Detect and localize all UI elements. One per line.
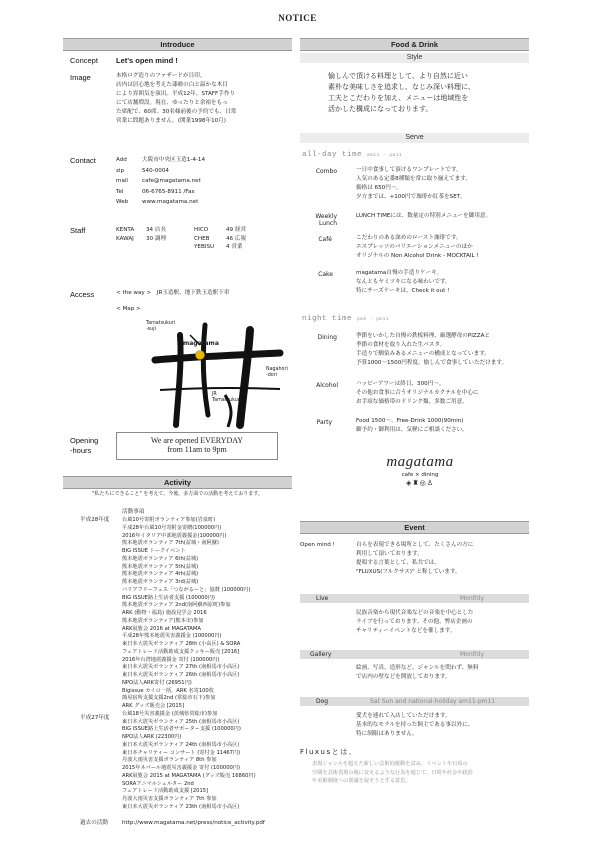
activity-item: 熊本地震ボランティア 2nd(南阿蘇西原町)参加: [122, 602, 231, 609]
activity-item: ARK展覧会 2015 at MAGATAMA (グッズ販売 16860円): [122, 772, 256, 779]
activity-item: 熊本地震ボランティア(熊本市)参加: [122, 617, 204, 624]
activity-item: 2016年イタリア中部地震義援金(100000円): [122, 532, 227, 539]
activity-item: 東日本大震災ボランティア 25th (南相馬市小高区): [122, 718, 240, 725]
activity-item: 熊本地震ボランティア 7th(益城・南阿蘇): [122, 540, 219, 547]
activity-item: 平成28年台風10号寄附金寄贈(100000円): [122, 524, 222, 531]
serve-subheader: Serve: [300, 133, 529, 143]
weekly-lunch-label: Weekly Lunch: [315, 213, 337, 227]
year-27-label: 平成27年度: [80, 715, 110, 721]
activity-item: 東日本大震災ボランティア 28th (小高区) & SORA: [122, 641, 241, 647]
dining-text: 季節をいかした自慢の鉄板料理、厳選酵母のPIZZAと 季節の食材を取り入れた生パスタ。 手造りで馴染みあるメニューの構成となっています。 予算1000～1500円程度。愉しんで食事していただけます。: [356, 333, 508, 366]
image-description: 本格ログ造りのファザードが目印。 店内は居心地を考えた漆喰の白と温かな木目 により雰囲気を演出。平成12年、STAFF手作り にて店舗増設。現在、ゆったりと余裕をもっ た席配で、60席。30名様前後の予約でも、日常 営業に問題ありません。(開業1998年10月): [116, 73, 237, 124]
year-28-label: 平成28年度: [80, 517, 110, 523]
activity-item: 東日本大震災ボランティア 27th (南相馬市小高区): [122, 664, 240, 671]
cafe-text: こだわりのある深めのロースト珈琲です。 エスプレッソのバリエーションメニューのほか オリジナルの Non Alcohol Drink - MOCKTAIL !: [356, 235, 479, 259]
activity-item: ARK (動物・福島) 施設見学会 2016: [122, 610, 207, 616]
activity-item: 台風18号災害義援金 (茨城県常総市)参加: [122, 710, 218, 717]
alcohol-text: ハッピーアワーは終日、300円～。 その他お食事に合うオリジナルカクテルを中心に お手頃な価格帯のドリンク類、多数ご用意。: [356, 381, 479, 405]
activity-item: 丹波大雨災害支援ボランティア 7th 参加: [122, 796, 217, 802]
access-way: < the way > JR玉造駅、地下鉄玉造駅下車: [116, 290, 230, 296]
activity-header: Activity: [63, 476, 292, 489]
allday-title: all-day time am11 - pm11: [302, 151, 403, 159]
dining-label: Dining: [317, 334, 337, 341]
style-subheader: Style: [300, 53, 529, 63]
food-drink-header: Food & Drink: [300, 38, 529, 51]
fluxus-label: Fluxusとは、: [300, 748, 358, 756]
live-bar: Live Monthly: [300, 594, 529, 603]
activity-item: ARK展覧会 2016 at MAGATAMA: [122, 625, 201, 632]
gallery-bar: Gallery Monthly: [300, 650, 529, 659]
dog-text: 愛犬を連れて入店していただけます。 基本的なモラルを持った飼主である事以外に、 特に制限はありません。: [356, 713, 474, 737]
event-header: Event: [300, 521, 529, 534]
staff-label: Staff: [70, 226, 86, 235]
activity-item: 熊本地震ボランティア 3rd(益城): [122, 579, 199, 585]
map-label-magatama: magatama: [183, 340, 219, 347]
logo-pictograms-icon: ◈♜◎♙: [405, 479, 435, 487]
activity-item: 熊本地震ボランティア 5th(益城): [122, 563, 199, 570]
map-label-nagahori: Nagahori -dori: [266, 367, 288, 378]
combo-label: Combo: [315, 168, 337, 175]
activity-item: 熊本地震ボランティア 6th(益城): [122, 555, 199, 562]
contact-label: Contact: [70, 156, 96, 165]
activity-item: フェアトレード活動助成支援クッキー販売 [2016]: [122, 648, 240, 655]
activity-item: BIG ISSUE トークイベント: [122, 548, 186, 554]
cake-label: Cake: [318, 271, 333, 278]
access-map-label: < Map >: [116, 306, 141, 312]
past-activity-label: 過去の活動: [80, 820, 108, 826]
activity-item: 東日本大震災ボランティア 26th (南相馬市小高区): [122, 672, 240, 678]
weekly-lunch-text: LUNCH TIMEには、数量定の特別メニューを御用意。: [356, 213, 492, 219]
activity-item: NPO法人ARK (22300円): [122, 734, 182, 740]
web-link[interactable]: www.magatama.net: [142, 199, 199, 205]
activity-item: 2016年台湾地震義援金 寄付 (100000円): [122, 656, 220, 663]
live-text: 民族音楽から現代音楽などの音楽を中心とした ライブを行っております。その他、弊店企画の チャリティーイベントなどを催します。: [356, 610, 474, 634]
concept-label: Concept: [70, 56, 98, 65]
magatama-marker-icon: [196, 351, 205, 360]
cafe-label: Café: [318, 236, 332, 243]
map-label-tamatsukuri-suji: Tamatsukuri -suji: [146, 321, 176, 332]
cake-text: magatama自慢の手造りケーキ。 なんともヤミツキになる味わいです。 特にチーズケーキは、Check it out !: [356, 270, 451, 294]
activity-item: 東日本大震災ボランティア 24th (南相馬市小高区): [122, 741, 240, 748]
image-label: Image: [70, 73, 91, 82]
activity-item: フェアトレード活動助成支援 [2015]: [122, 788, 209, 795]
introduce-header: Introduce: [63, 38, 292, 51]
open-mind-label: Open mind !: [300, 542, 335, 548]
party-text: Food 1500～、Free-Drink 1000(90min) 御予約・御利用は、気軽にご相談ください。: [356, 418, 468, 433]
activity-item: 東日本チャリティー コンサート (寄付金 11467円): [122, 749, 241, 756]
activity-item: 丹波大雨災害支援ボランティア 8th 参加: [122, 757, 217, 764]
activity-item: 熊本地震ボランティア 4th(益城): [122, 571, 199, 578]
activity-item: BIG ISSUE路上生活者サポーター支援 (100000円): [122, 726, 241, 733]
activity-list: [122, 517, 256, 812]
opening-hours-label: Opening -hours: [70, 436, 99, 455]
night-title: night time pm6 - pm11: [302, 315, 390, 323]
activity-heading: 活動事項: [122, 509, 145, 515]
alcohol-label: Alcohol: [316, 382, 338, 389]
activity-item: SORAアニマルシェルター 2nd: [122, 780, 194, 787]
staff-table: KENTA 34 店長 HICO 49 経営 KAWAJ 30 調理 CHEB 46 広報 YEBISU 4 営業: [116, 227, 247, 250]
activity-item: 2015年ネパール地震災害義援金 寄付 (100000円): [122, 765, 241, 771]
activity-item: 東日本大震災ボランティア 23th (南相馬市小高区): [122, 803, 240, 810]
combo-text: 一日中食事して頂けるワンプレートです。 人気のある定番8種類を常に取り揃えてます。 価格は 650円～。 夕方までは、+100円で珈琲か紅茶をSET。: [356, 167, 471, 200]
style-description: 愉しんで頂ける料理として、より自然に近い 素朴な美味しさを追求し、なじみ深い料理に、 工夫とこだわりを加え、メニューは地域性を 活かした構成になっております。: [328, 72, 475, 113]
opening-hours-box: We are opened EVERYDAY from 11am to 9pm: [116, 432, 278, 460]
activity-item: 簡易宿所支援支援2nd (常総市石下)参加: [122, 695, 216, 702]
past-activity-link[interactable]: http://www.magatama.net/press/notice_activity.pdf: [122, 820, 265, 826]
activity-item: BIG ISSUE路上生活者支援 (100000円): [122, 594, 215, 601]
access-label: Access: [70, 290, 95, 299]
map-label-jr: JR Tamatsukuri: [212, 392, 242, 403]
page-title: NOTICE: [278, 13, 317, 23]
fluxus-text: 表現ジャンルを超えた新しい芸術的運動を試み、イベントや日頃の 空間を芸術表現の場に変えるような行為を通じて、日常や社会や政治 や美術制度への異議を促そうとする意思。: [312, 761, 473, 784]
activity-item: 平成28年熊本地震災害義援金 (100000円): [122, 633, 222, 640]
contact-table: Add 大阪市中央区玉造1-4-14 zip 540-0004 mail cafe@magatama.net Tel 06-6765-8911 /Fax Web www.magatama.net: [116, 157, 206, 205]
activity-item: NPO法人ARK寄付 (26951円): [122, 679, 192, 686]
activity-item: バリアフリーフェス「つながるーと」協賛 (100000円): [122, 586, 251, 593]
activity-item: ARK グッズ販売会 [2015]: [122, 703, 184, 709]
magatama-logo: magatama cafe × dining ◈♜◎♙: [370, 454, 470, 487]
open-mind-text: 自らを表現できる場所として、たくさんの方に 利用して頂いております。 提唱する言葉として、私共では、 "FLUXUS(フルクサス)" と称しています。: [356, 542, 474, 575]
dog-bar: Dog Sat Sun and national-holiday am11-pm11: [300, 697, 529, 706]
email-link[interactable]: cafe@magatama.net: [142, 178, 201, 184]
activity-intro: "私たちにできること" を考えて、今後、多方面での活動を考えております。: [92, 491, 263, 497]
activity-item: Bigissue カイロ一括、ARK 名寄100枚: [122, 687, 214, 694]
concept-value: Let's open mind !: [116, 56, 178, 65]
gallery-text: 絵画、写真、造形など、ジャンルを問わず、無料 で店内の壁などを開放しております。: [356, 665, 479, 680]
activity-item: 台風10号寄附ボランティア参加(岩泉町): [122, 517, 216, 523]
party-label: Party: [316, 419, 332, 426]
